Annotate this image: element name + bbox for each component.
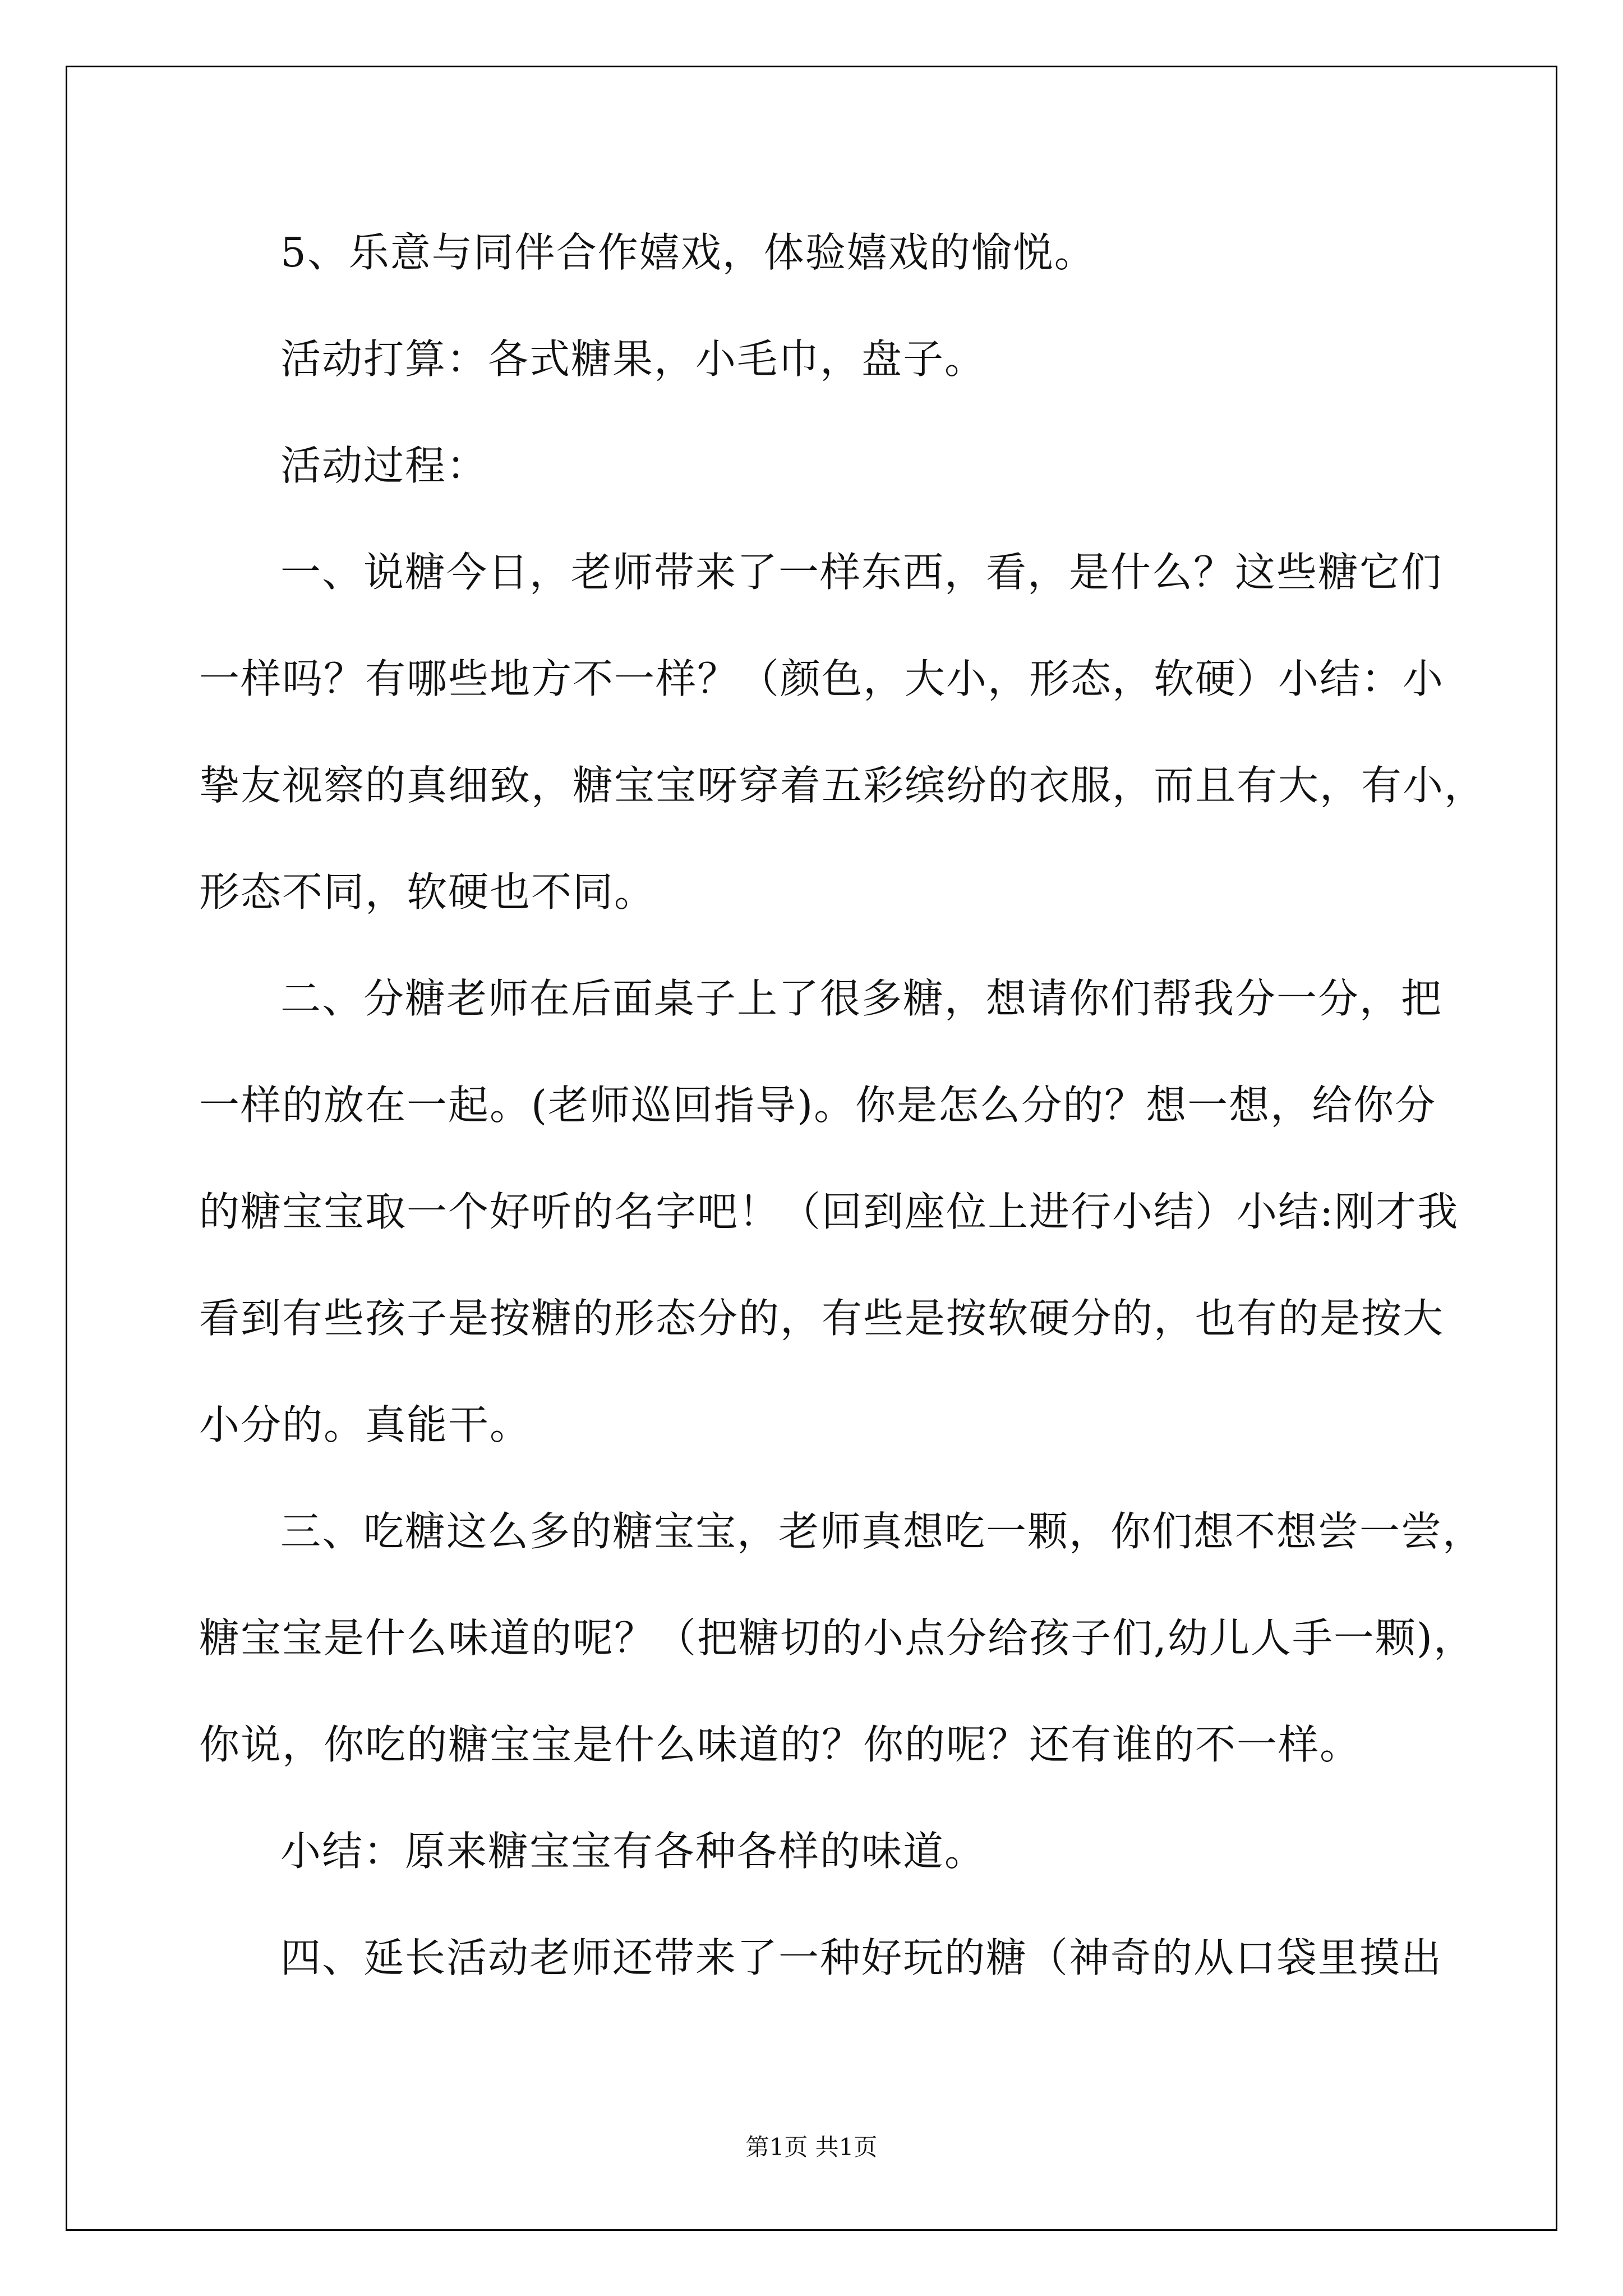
paragraph-line: 小分的。真能干。 [199, 1401, 532, 1448]
paragraph-line: 的糖宝宝取一个好听的名字吧！（回到座位上进行小结）小结:刚才我 [199, 1188, 1459, 1235]
paragraph-line: 一样吗？有哪些地方不一样？（颜色，大小，形态，软硬）小结：小 [199, 655, 1445, 702]
paragraph-line: 二、分糖老师在后面桌子上了很多糖，想请你们帮我分一分，把 [280, 975, 1443, 1022]
page-border [66, 66, 1557, 2231]
paragraph-line: 一样的放在一起。(老师巡回指导)。你是怎么分的？想一想，给你分 [199, 1082, 1437, 1129]
paragraph-line: 活动打算：各式糖果，小毛巾，盘子。 [280, 335, 986, 383]
paragraph-line: 你说，你吃的糖宝宝是什么味道的？你的呢？还有谁的不一样。 [199, 1721, 1362, 1768]
paragraph-line: 看到有些孩子是按糖的形态分的，有些是按软硬分的，也有的是按大 [199, 1295, 1445, 1342]
paragraph-line: 形态不同，软硬也不同。 [199, 868, 656, 915]
paragraph-line: 活动过程： [280, 442, 488, 489]
paragraph-line: 挚友视察的真细致，糖宝宝呀穿着五彩缤纷的衣服，而且有大，有小， [199, 762, 1486, 809]
paragraph-line: 小结：原来糖宝宝有各种各样的味道。 [280, 1828, 986, 1875]
page-number-footer: 第1页 共1页 [745, 2133, 878, 2161]
paragraph-line: 三、吃糖这么多的糖宝宝，老师真想吃一颗，你们想不想尝一尝， [280, 1508, 1484, 1555]
paragraph-line: 糖宝宝是什么味道的呢？（把糖切的小点分给孩子们,幼儿人手一颗)， [199, 1614, 1475, 1662]
paragraph-line: 一、说糖今日，老师带来了一样东西，看，是什么？这些糖它们 [280, 549, 1443, 596]
paragraph-line: 四、延长活动老师还带来了一种好玩的糖（神奇的从口袋里摸出 [280, 1934, 1443, 1981]
paragraph-line: 5、乐意与同伴合作嬉戏，体验嬉戏的愉悦。 [280, 229, 1096, 276]
